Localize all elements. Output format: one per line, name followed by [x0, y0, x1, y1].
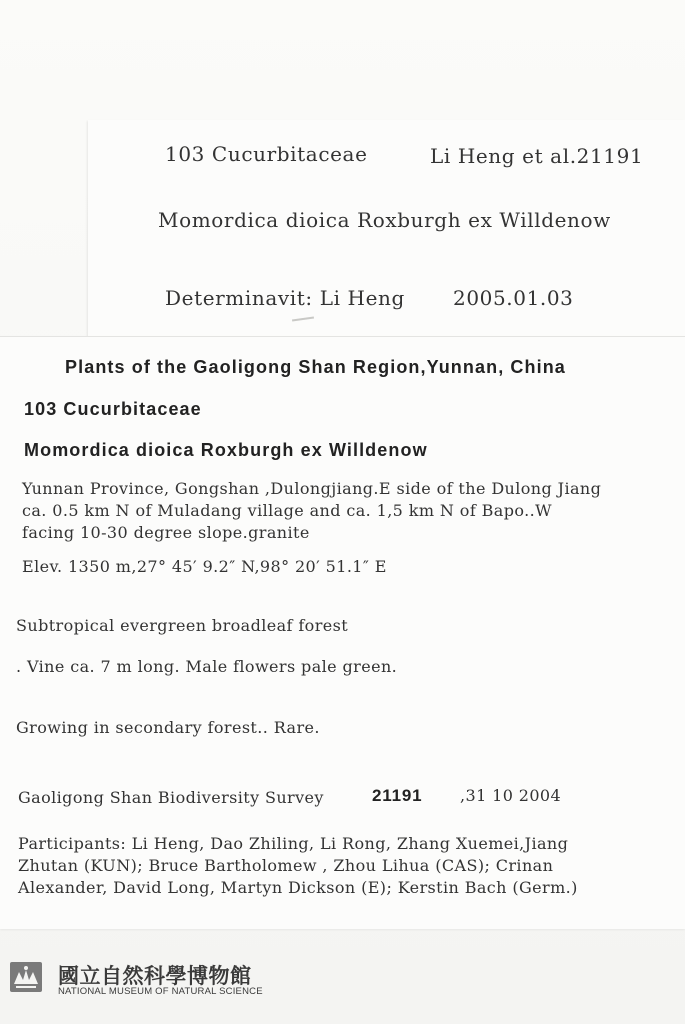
locality-line: Yunnan Province, Gongshan ,Dulongjiang.E side of the Dulong Jiang	[22, 479, 602, 498]
det-determiner: Determinavit: Li Heng	[165, 286, 405, 310]
label-taxon-name: Momordica dioica Roxburgh ex Willdenow	[24, 440, 428, 460]
survey-number: 21191	[372, 786, 423, 805]
specimen-label	[0, 336, 685, 929]
det-family: 103 Cucurbitaceae	[165, 142, 368, 166]
det-taxon-name: Momordica dioica Roxburgh ex Willdenow	[158, 208, 611, 232]
survey-date: ,31 10 2004	[460, 786, 562, 805]
locality-line: facing 10-30 degree slope.granite	[22, 523, 310, 542]
museum-name-chinese: 國立自然科學博物館	[58, 964, 252, 988]
elevation-coordinates: Elev. 1350 m,27° 45′ 9.2″ N,98° 20′ 51.1″ E	[22, 557, 387, 576]
det-collector-number: Li Heng et al.21191	[430, 144, 644, 168]
participants-line: Alexander, David Long, Martyn Dickson (E); Kerstin Bach (Germ.)	[18, 878, 578, 897]
locality-line: ca. 0.5 km N of Muladang village and ca. 1,5 km N of Bapo..W	[22, 501, 552, 520]
growing-notes: Growing in secondary forest.. Rare.	[16, 718, 320, 737]
participants-line: Zhutan (KUN); Bruce Bartholomew , Zhou Lihua (CAS); Crinan	[18, 856, 554, 875]
museum-logo-icon	[10, 962, 42, 992]
determination-slip	[88, 120, 685, 337]
museum-logo	[10, 962, 290, 1002]
habitat: Subtropical evergreen broadleaf forest	[16, 616, 349, 635]
det-date: 2005.01.03	[453, 286, 574, 310]
participants-line: Participants: Li Heng, Dao Zhiling, Li Rong, Zhang Xuemei,Jiang	[18, 834, 569, 853]
survey-name: Gaoligong Shan Biodiversity Survey	[18, 788, 324, 807]
label-header: Plants of the Gaoligong Shan Region,Yunnan, China	[65, 357, 566, 377]
museum-name-english: NATIONAL MUSEUM OF NATURAL SCIENCE	[58, 986, 263, 997]
label-family: 103 Cucurbitaceae	[24, 399, 202, 419]
plant-description: . Vine ca. 7 m long. Male flowers pale green.	[16, 657, 398, 676]
